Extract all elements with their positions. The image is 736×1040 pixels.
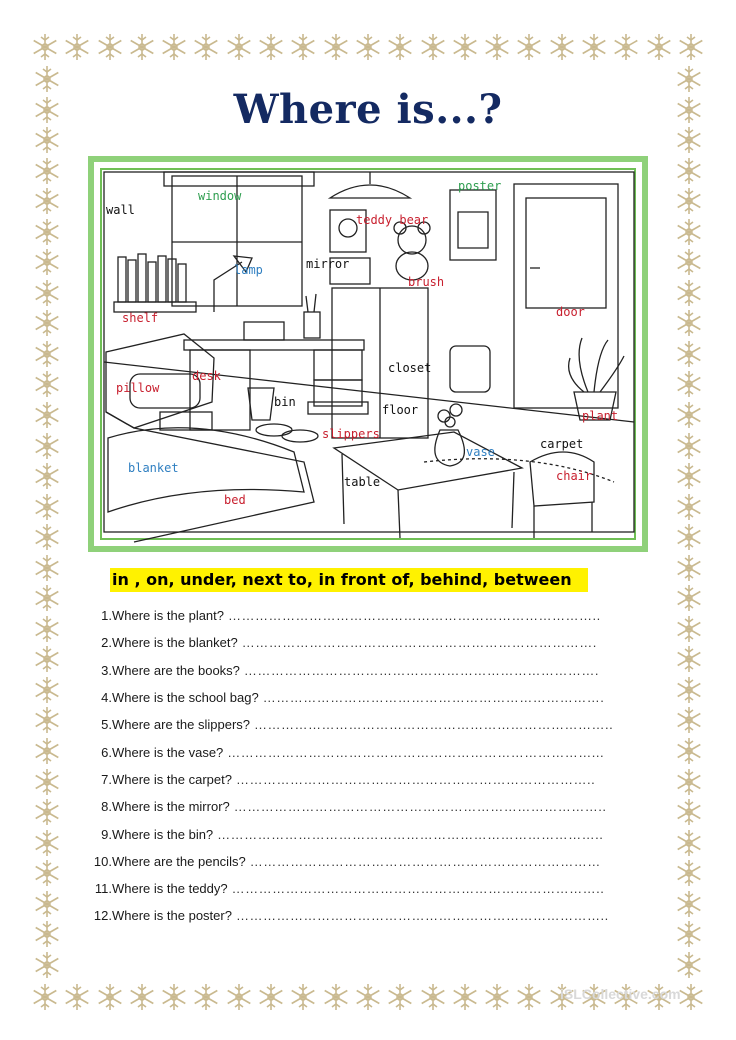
- snowflake-icon: [288, 982, 318, 1012]
- snowflake-icon: [674, 919, 704, 949]
- prepositions-bar: in , on, under, next to, in front of, behind, between: [110, 568, 588, 592]
- desk-top: [184, 340, 364, 350]
- question-row: [86, 629, 656, 656]
- snowflake-icon: [32, 339, 62, 369]
- snowflake-icon: [547, 32, 577, 62]
- snowflake-icon: [224, 32, 254, 62]
- question-row: [86, 902, 656, 929]
- border-left: [30, 64, 64, 980]
- snowflake-icon: [674, 553, 704, 583]
- question-row: [86, 820, 656, 847]
- snowflake-icon: [674, 614, 704, 644]
- snowflake-icon: [674, 583, 704, 613]
- snowflake-icon: [62, 32, 92, 62]
- snowflake-icon: [32, 431, 62, 461]
- snowflake-icon: [32, 828, 62, 858]
- snowflake-icon: [32, 186, 62, 216]
- answer-line[interactable]: ………………………………………………………………….: [262, 690, 605, 706]
- snowflake-icon: [288, 32, 318, 62]
- snowflake-icon: [418, 32, 448, 62]
- snowflake-icon: [674, 644, 704, 674]
- snowflake-icon: [191, 982, 221, 1012]
- snowflake-icon: [418, 982, 448, 1012]
- snowflake-icon: [32, 400, 62, 430]
- snowflake-icon: [256, 32, 286, 62]
- snowflake-icon: [321, 32, 351, 62]
- snowflake-icon: [32, 156, 62, 186]
- question-text: Where is the teddy?: [112, 881, 228, 897]
- snowflake-icon: [30, 32, 60, 62]
- answer-line[interactable]: ………………………………………………………………………..: [235, 908, 609, 924]
- label-vase: vase: [466, 445, 495, 459]
- snowflake-icon: [674, 522, 704, 552]
- question-text: Where are the books?: [112, 662, 240, 678]
- snowflake-icon: [32, 675, 62, 705]
- question-number: 3.: [101, 662, 112, 678]
- label-slippers: slippers: [322, 427, 380, 441]
- snowflake-icon: [674, 431, 704, 461]
- snowflake-icon: [514, 982, 544, 1012]
- question-text: Where is the plant?: [112, 608, 225, 624]
- snowflake-icon: [127, 32, 157, 62]
- snowflake-icon: [385, 982, 415, 1012]
- question-number: 5.: [101, 717, 112, 733]
- answer-line[interactable]: …………………………………………………………………………..: [217, 826, 604, 842]
- snowflake-icon: [353, 32, 383, 62]
- question-number: 6.: [101, 744, 112, 760]
- snowflake-icon: [32, 950, 62, 980]
- answer-line[interactable]: …………………………………………………………………….: [243, 662, 600, 678]
- snowflake-icon: [224, 982, 254, 1012]
- bedroom-illustration: [94, 162, 642, 546]
- label-poster: poster: [458, 179, 502, 193]
- snowflake-icon: [32, 492, 62, 522]
- question-row: [86, 684, 656, 711]
- question-text: Where is the mirror?: [112, 799, 230, 815]
- snowflake-icon: [32, 553, 62, 583]
- snowflake-icon: [450, 982, 480, 1012]
- vase: [435, 430, 465, 466]
- snowflake-icon: [32, 705, 62, 735]
- snowflake-icon: [159, 32, 189, 62]
- snowflake-icon: [32, 369, 62, 399]
- question-list: [86, 602, 656, 930]
- snowflake-icon: [674, 400, 704, 430]
- snowflake-icon: [674, 797, 704, 827]
- snowflake-icon: [32, 767, 62, 797]
- snowflake-icon: [450, 32, 480, 62]
- snowflake-icon: [127, 982, 157, 1012]
- question-number: 4.: [101, 690, 112, 706]
- label-wall: wall: [106, 203, 135, 217]
- answer-line[interactable]: ……………………………………………………………………..: [235, 771, 596, 787]
- label-plant: plant: [582, 409, 619, 423]
- question-row: [86, 793, 656, 820]
- snowflake-icon: [32, 308, 62, 338]
- snowflake-icon: [674, 675, 704, 705]
- question-text: Where is the poster?: [112, 908, 232, 924]
- snowflake-icon: [482, 32, 512, 62]
- snowflake-icon: [32, 461, 62, 491]
- border-right: [672, 64, 706, 980]
- snowflake-icon: [644, 32, 674, 62]
- snowflake-icon: [674, 492, 704, 522]
- answer-line[interactable]: ………………………………………………………………………..: [233, 799, 607, 815]
- answer-line[interactable]: ………………………………………………………………………..: [231, 881, 605, 897]
- snowflake-icon: [353, 982, 383, 1012]
- snowflake-icon: [62, 982, 92, 1012]
- snowflake-icon: [32, 522, 62, 552]
- snowflake-icon: [32, 797, 62, 827]
- label-teddy-bear: teddy bear: [356, 213, 429, 227]
- label-shelf: shelf: [122, 311, 159, 325]
- question-row: [86, 657, 656, 684]
- snowflake-icon: [32, 858, 62, 888]
- snowflake-icon: [676, 32, 706, 62]
- floor-line: [104, 362, 634, 422]
- question-number: 2.: [101, 635, 112, 651]
- snowflake-icon: [674, 828, 704, 858]
- snowflake-icon: [674, 369, 704, 399]
- snowflake-icon: [674, 217, 704, 247]
- snowflake-icon: [32, 919, 62, 949]
- snowflake-icon: [674, 247, 704, 277]
- question-row: [86, 738, 656, 765]
- snowflake-icon: [674, 278, 704, 308]
- snowflake-icon: [32, 583, 62, 613]
- snowflake-icon: [30, 982, 60, 1012]
- snowflake-icon: [32, 736, 62, 766]
- label-window: window: [198, 189, 242, 203]
- snowflake-icon: [256, 982, 286, 1012]
- question-text: Where is the vase?: [112, 744, 224, 760]
- question-text: Where is the blanket?: [112, 635, 238, 651]
- label-chair: chair: [556, 469, 593, 483]
- snowflake-icon: [482, 982, 512, 1012]
- school-bag: [450, 346, 490, 392]
- bin: [248, 388, 274, 420]
- snowflake-icon: [579, 32, 609, 62]
- snowflake-icon: [674, 186, 704, 216]
- snowflake-icon: [674, 308, 704, 338]
- snowflake-icon: [674, 461, 704, 491]
- snowflake-icon: [674, 950, 704, 980]
- question-row: [86, 711, 656, 738]
- label-brush: brush: [408, 275, 445, 289]
- door: [514, 184, 618, 408]
- poster: [450, 190, 496, 260]
- snowflake-icon: [159, 982, 189, 1012]
- question-number: 10.: [93, 853, 112, 869]
- label-blanket: blanket: [128, 461, 179, 475]
- snowflake-icon: [321, 982, 351, 1012]
- snowflake-icon: [674, 705, 704, 735]
- question-row: [86, 766, 656, 793]
- snowflake-icon: [674, 889, 704, 919]
- label-bed: bed: [224, 493, 246, 507]
- question-number: 11.: [94, 881, 112, 897]
- snowflake-icon: [611, 32, 641, 62]
- snowflake-icon: [32, 278, 62, 308]
- question-row: [86, 848, 656, 875]
- answer-line[interactable]: ……………………………………………………………………: [249, 853, 601, 869]
- label-door: door: [556, 305, 585, 319]
- snowflake-icon: [674, 339, 704, 369]
- label-lamp: lamp: [234, 263, 263, 277]
- snowflake-icon: [674, 156, 704, 186]
- snowflake-icon: [385, 32, 415, 62]
- label-pillow: pillow: [116, 381, 160, 395]
- question-text: Where are the slippers?: [112, 717, 251, 733]
- snowflake-icon: [95, 32, 125, 62]
- snowflake-icon: [95, 982, 125, 1012]
- question-row: [86, 875, 656, 902]
- answer-line[interactable]: ……………………………………………………………………..: [254, 717, 614, 733]
- bedroom-picture: [88, 156, 648, 552]
- snowflake-icon: [32, 614, 62, 644]
- snowflake-icon: [32, 247, 62, 277]
- snowflake-icon: [191, 32, 221, 62]
- question-number: 1.: [101, 608, 112, 624]
- question-text: Where is the bin?: [112, 826, 214, 842]
- label-carpet: carpet: [540, 437, 584, 451]
- label-floor: floor: [382, 403, 419, 417]
- snowflake-icon: [32, 217, 62, 247]
- question-number: 7.: [101, 771, 112, 787]
- snowflake-icon: [514, 32, 544, 62]
- snowflake-icon: [32, 644, 62, 674]
- snowflake-icon: [674, 736, 704, 766]
- label-desk: desk: [192, 369, 221, 383]
- answer-line[interactable]: ………………………………………………………………………..: [228, 608, 601, 624]
- question-text: Where are the pencils?: [112, 853, 246, 869]
- question-number: 12.: [93, 908, 112, 924]
- watermark: iSLCollective.com: [560, 986, 681, 1002]
- page-title: Where is...?: [233, 86, 503, 133]
- label-closet: closet: [388, 361, 432, 375]
- question-number: 9.: [101, 826, 112, 842]
- border-top: [30, 30, 706, 64]
- snowflake-icon: [32, 889, 62, 919]
- question-row: [86, 602, 656, 629]
- question-text: Where is the carpet?: [112, 771, 232, 787]
- answer-line[interactable]: …………………………………………………………………….: [241, 635, 597, 651]
- snowflake-icon: [674, 858, 704, 888]
- label-mirror: mirror: [306, 257, 350, 271]
- question-number: 8.: [101, 799, 112, 815]
- question-text: Where is the school bag?: [112, 690, 259, 706]
- label-table: table: [344, 475, 381, 489]
- answer-line[interactable]: ………………………………………………………………………...: [227, 744, 605, 760]
- snowflake-icon: [674, 767, 704, 797]
- label-bin: bin: [274, 395, 296, 409]
